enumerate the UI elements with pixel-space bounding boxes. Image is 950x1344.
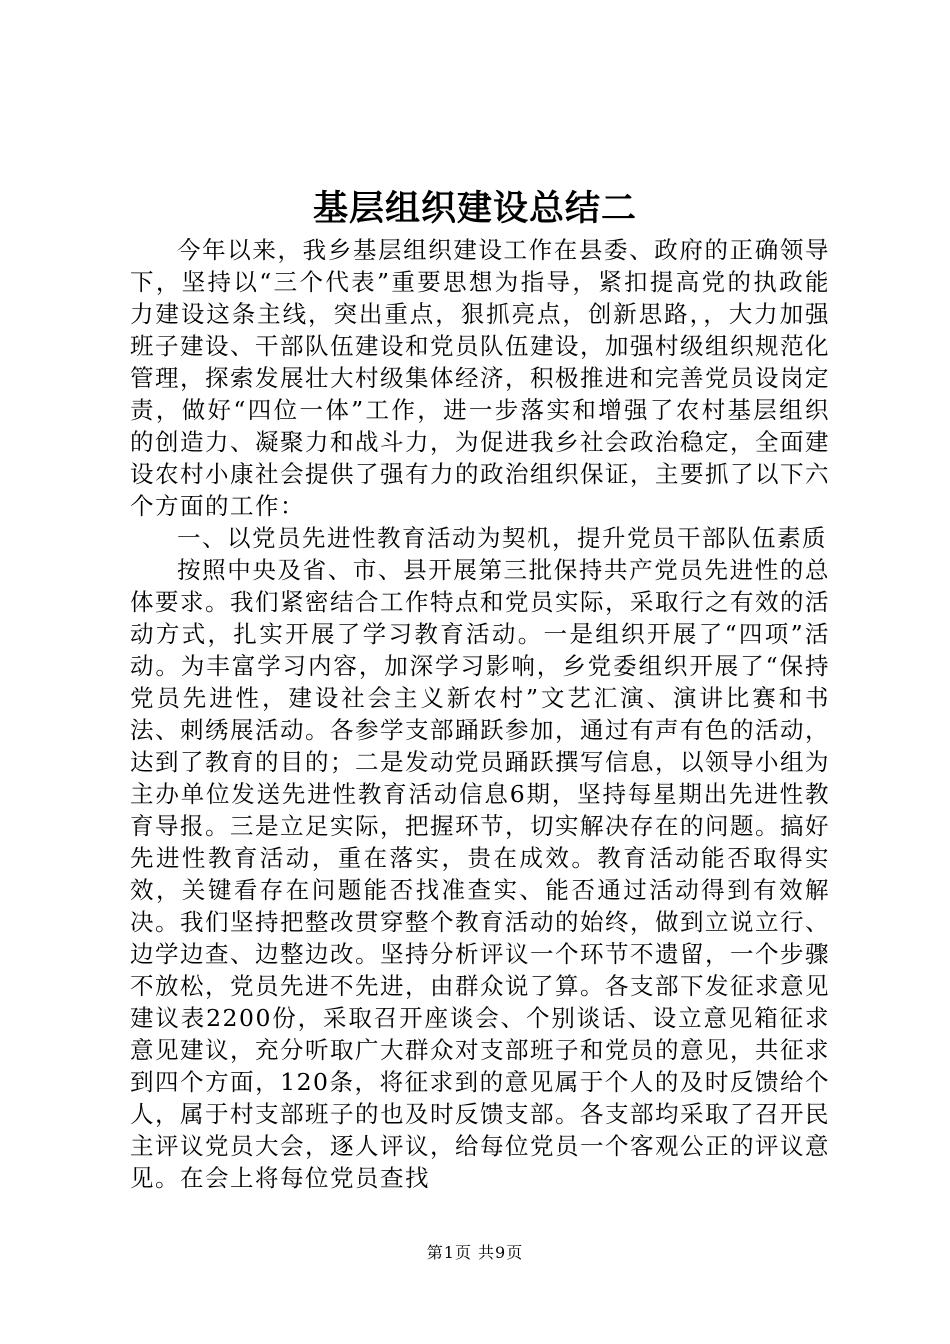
document-body xyxy=(130,234,830,1194)
section-heading-1: 一、以党员先进性教育活动为契机，提升党员干部队伍素质 xyxy=(177,524,827,552)
paragraph-intro: 今年以来，我乡基层组织建设工作在县委、政府的正确领导下，坚持以“三个代表”重要思想为指导，紧扣提高党的执政能力建设这条主线，突出重点，狠抓亮点，创新思路，，大力加强班子建设、干部队伍建设和党员队伍建设，加强村级组织规范化管理，探索发展壮大村级集体经济，积极推进和完善党员设岗定责，做好“四位一体”工作，进一步落实和增强了农村基层组织的创造力、凝聚力和战斗力，为促进我乡社会政治稳定，全面建设农村小康社会提供了强有力的政治组织保证，主要抓了以下六个方面的工作： xyxy=(130,236,830,520)
page-footer: 第1页 共9页 xyxy=(426,1243,524,1262)
paragraph-section-1: 按照中央及省、市、县开展第三批保持共产党员先进性的总体要求。我们紧密结合工作特点和党员实际，采取行之有效的活动方式，扎实开展了学习教育活动。一是组织开展了“四项”活动。为丰富学习内容，加深学习影响，乡党委组织开展了“保持党员先进性，建设社会主义新农村”文艺汇演、演讲比赛和书法、刺绣展活动。各参学支部踊跃参加，通过有声有色的活动，达到了教育的目的；二是发动党员踊跃撰写信息，以领导小组为主办单位发送先进性教育活动信息6期，坚持每星期出先进性教育导报。三是立足实际，把握环节，切实解决存在的问题。搞好先进性教育活动，重在落实，贵在成效。教育活动能否取得实效，关键看存在问题能否找准查实、能否通过活动得到有效解决。我们坚持把整改贯穿整个教育活动的始终，做到立说立行、边学边查、边整边改。坚持分析评议一个环节不遗留，一个步骤不放松，党员先进不先进，由群众说了算。各支部下发征求意见建议表2200份，采取召开座谈会、个别谈话、设立意见箱征求意见建议，充分听取广大群众对支部班子和党员的意见，共征求到四个方面，120条，将征求到的意见属于个人的及时反馈给个人，属于村支部班子的也及时反馈支部。各支部均采取了召开民主评议党员大会，逐人评议，给每位党员一个客观公正的评议意见。在会上将每位党员查找 xyxy=(130,556,830,1192)
document-title: 基层组织建设总结二 xyxy=(312,188,637,229)
